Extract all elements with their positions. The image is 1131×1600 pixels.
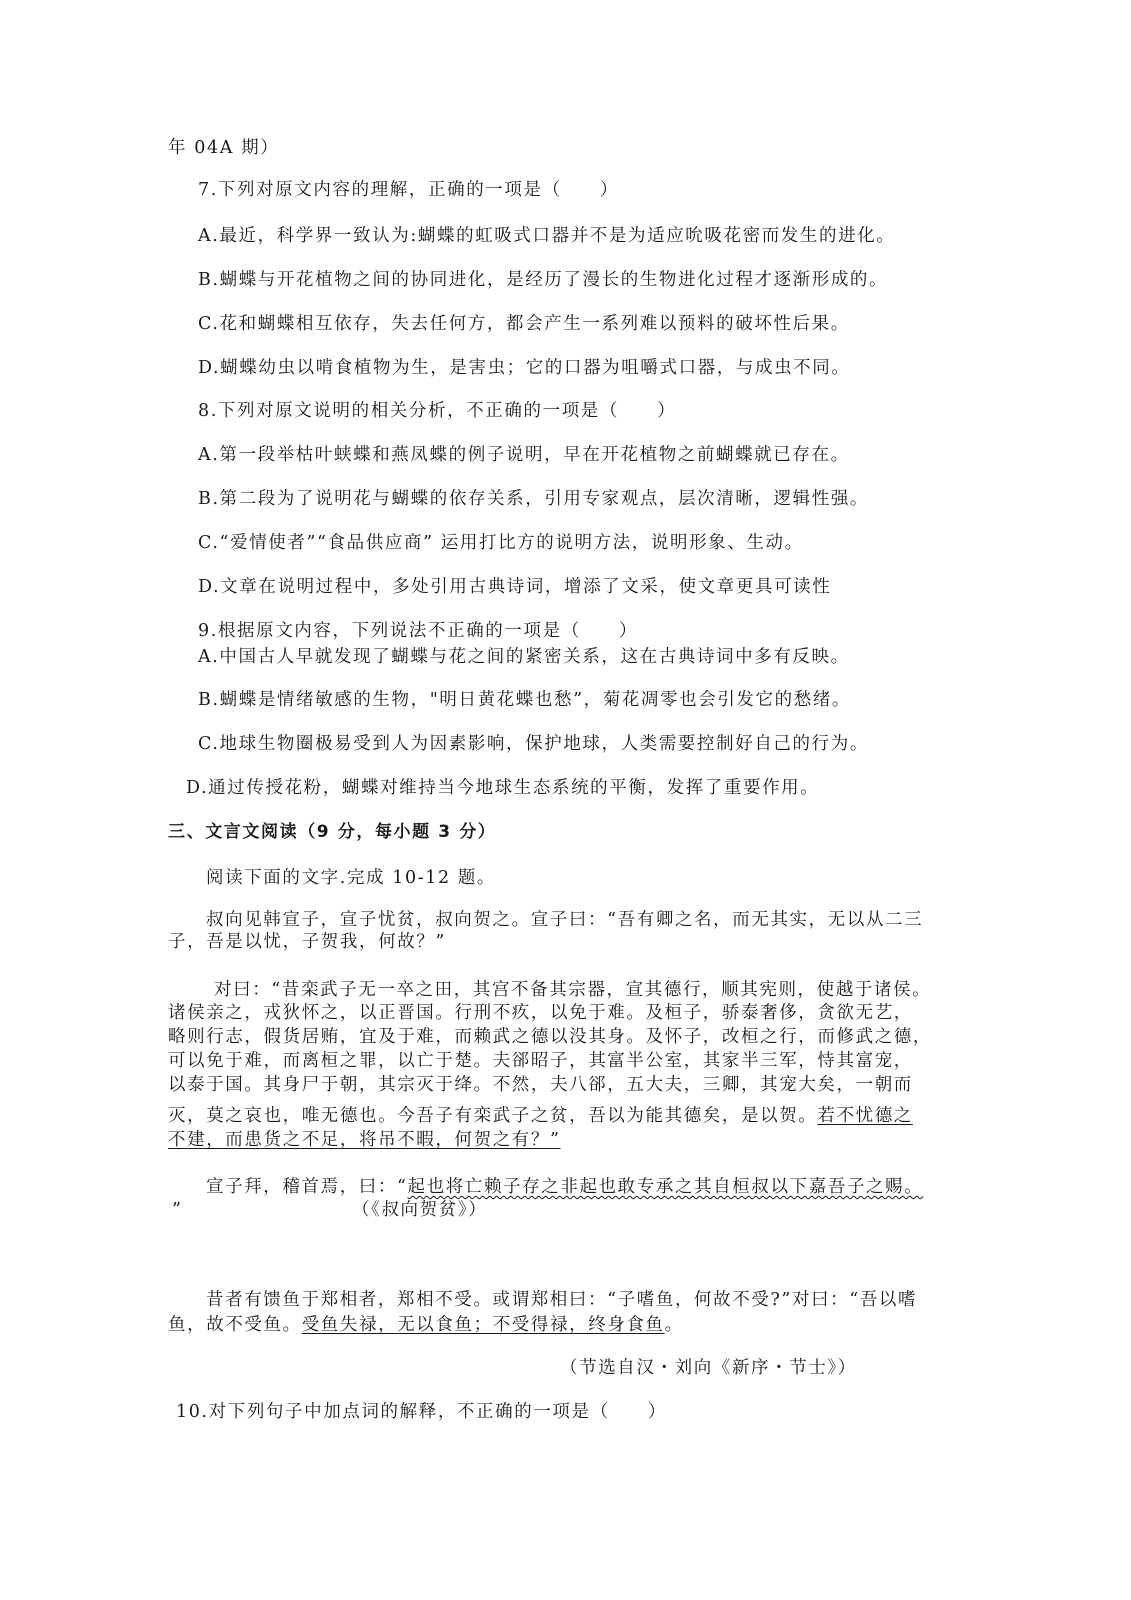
passage-text: 。	[664, 1315, 684, 1335]
passage-p2-line: 以泰于国。其身尸于朝，其宗灭于绛。不然，夫八郤，五大夫，三卿，其宠大矣，一朝而	[168, 1075, 913, 1095]
question-7-stem: 7.下列对原文内容的理解，正确的一项是（ ）	[198, 180, 619, 200]
question-9-option-d: D.通过传授花粉，蝴蝶对维持当今地球生态系统的平衡，发挥了重要作用。	[186, 778, 820, 798]
question-10-stem: 10.对下列句子中加点词的解释，不正确的一项是（ ）	[176, 1402, 668, 1422]
passage-p2-line: 略则行志，假货居贿，宜及于难，而赖武之德以没其身。及怀子，改桓之行，而修武之德，	[168, 1027, 932, 1047]
reading-instruction: 阅读下面的文字.完成 10-12 题。	[206, 868, 497, 888]
passage-p1-line: 子，吾是以忧，子贺我，何故？”	[168, 932, 446, 952]
section-heading: 三、文言文阅读（9 分，每小题 3 分）	[168, 822, 497, 842]
question-8-option-b: B.第二段为了说明花与蝴蝶的依存关系，引用专家观点，层次清晰，逻辑性强。	[198, 489, 870, 509]
passage-p4-line: 昔者有馈鱼于郑相者，郑相不受。或谓郑相曰：“子嗜鱼，何故不受?”对曰：“吾以嗜	[206, 1290, 918, 1310]
question-8-option-a: A.第一段举枯叶蛱蝶和燕凤蝶的例子说明，早在开花植物之前蝴蝶就已存在。	[198, 445, 850, 465]
passage-text: 鱼，故不受鱼。	[168, 1315, 302, 1335]
question-8-option-d: D.文章在说明过程中，多处引用古典诗词，增添了文采，使文章更具可读性	[198, 577, 832, 597]
passage-text: 灭，莫之哀也，唯无德也。今吾子有栾武子之贫，吾以为能其德矣，是以贺。	[168, 1106, 818, 1126]
passage-text: 宣子拜，稽首焉，曰：“	[206, 1177, 408, 1197]
passage-p2-line: 可以免于难，而离桓之罪，以亡于楚。夫郤昭子，其富半公室，其家半三军，恃其富宠，	[168, 1051, 913, 1071]
passage-source: （《叔向贺贫》）	[352, 1200, 488, 1220]
passage-p2-line	[168, 1105, 913, 1127]
passage-p3-line	[206, 1176, 923, 1198]
question-9-option-b: B.蝴蝶是情绪敏感的生物，"明日黄花蝶也愁”，菊花凋零也会引发它的愁绪。	[198, 690, 852, 710]
question-7-option-c: C.花和蝴蝶相互依存，失去任何方，都会产生一系列难以预料的破坏性后果。	[198, 314, 850, 334]
question-7-option-d: D.蝴蝶幼虫以啃食植物为生，是害虫；它的口器为咀嚼式口器，与成虫不同。	[198, 358, 851, 378]
question-9-stem: 9.根据原文内容，下列说法不正确的一项是（ ）	[198, 621, 639, 641]
question-9-option-c: C.地球生物圈极易受到人为因素影响，保护地球，人类需要控制好自己的行为。	[198, 734, 869, 754]
passage-p4-line	[168, 1314, 684, 1336]
passage-p1-line: 叔向见韩宣子，宣子忧贫，叔向贺之。宣子曰：“吾有卿之名，而无其实，无以从二三	[206, 910, 924, 930]
passage-p2-line: 对曰：“昔栾武子无一卒之田，其宫不备其宗器，宣其德行，顺其宪则，使越于诸侯。	[214, 980, 932, 1000]
question-7-option-a: A.最近，科学界一致认为:蝴蝶的虹吸式口器并不是为适应吮吸花密而发生的进化。	[198, 226, 896, 246]
closing-quote: ”	[172, 1200, 183, 1220]
underlined-sentence: 不建，而患货之不足，将吊不暇，何贺之有？”	[168, 1130, 561, 1150]
question-9-option-a: A.中国古人早就发现了蝴蝶与花之间的紧密关系，这在古典诗词中多有反映。	[198, 647, 850, 667]
question-8-stem: 8.下列对原文说明的相关分析，不正确的一项是（ ）	[198, 401, 677, 421]
underlined-sentence: 若不忧德之	[817, 1106, 913, 1126]
underlined-sentence: 受鱼失禄，无以食鱼；不受得禄，终身食鱼	[301, 1315, 665, 1335]
question-8-option-c: C.“爱情使者”“食品供应商” 运用打比方的说明方法，说明形象、生动。	[198, 533, 804, 553]
passage-source: （节选自汉・刘向《新序・节士》）	[560, 1358, 857, 1378]
intro-tail: 年 04A 期）	[168, 138, 280, 158]
wavy-underlined-sentence: 起也将亡赖子存之非起也敢专承之其自桓叔以下嘉吾子之赐。	[407, 1177, 924, 1197]
question-7-option-b: B.蝴蝶与开花植物之间的协同进化，是经历了漫长的生物进化过程才逐渐形成的。	[198, 270, 889, 290]
passage-p2-line: 诸侯亲之，戎狄怀之，以正晋国。行刑不疚，以免于难。及桓子，骄泰奢侈，贪欲无艺，	[168, 1003, 913, 1023]
